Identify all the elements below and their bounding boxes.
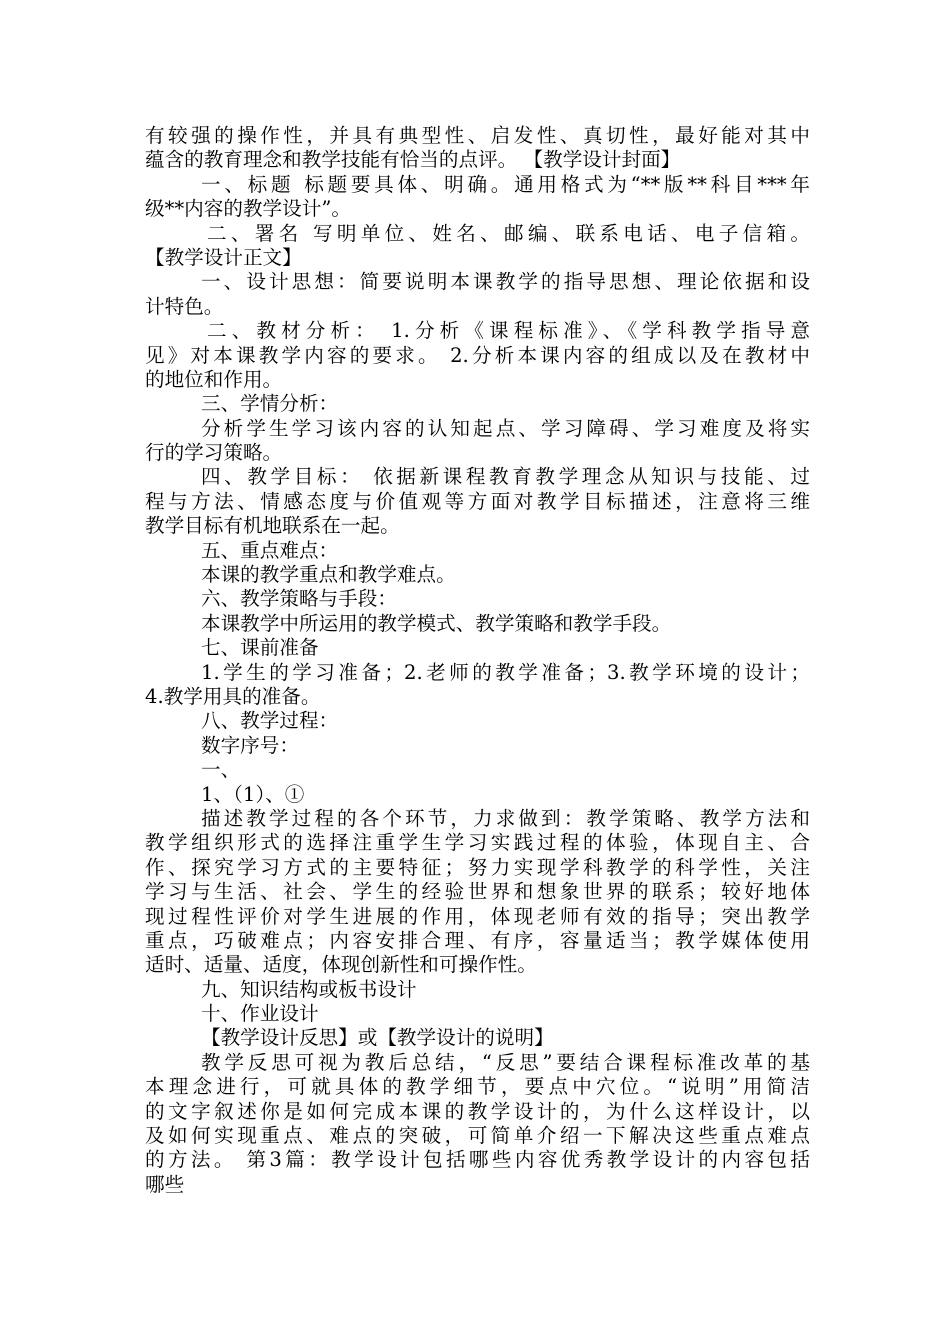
text-line: 八、教学过程： — [201, 709, 339, 733]
text-line: 重点，巧破难点；内容安排合理、有序，容量适当；教学媒体使用 — [145, 928, 810, 952]
text-line: 哪些 — [145, 1172, 185, 1196]
text-line: 程与方法、情感态度与价值观等方面对教学目标描述，注意将三维 — [145, 489, 810, 513]
text-line: 二、署名 写明单位、姓名、邮编、联系电话、电子信箱。 — [207, 221, 810, 245]
text-line: 现过程性评价对学生进展的作用，体现老师有效的指导；突出教学 — [145, 904, 810, 928]
text-line: 六、教学策略与手段： — [201, 587, 397, 611]
text-line: 教学目标有机地联系在一起。 — [145, 514, 400, 538]
text-line: 一、设计思想：简要说明本课教学的指导思想、理论依据和设 — [201, 270, 810, 294]
text-line: 二、教材分析： 1.分析《课程标准》、《学科教学指导意 — [207, 319, 810, 343]
text-line: 分析学生学习该内容的认知起点、学习障碍、学习难度及将实 — [201, 416, 810, 440]
text-line: 教学组织形式的选择注重学生学习实践过程的体验，体现自主、合 — [145, 831, 810, 855]
text-line: 一、标题 标题要具体、明确。通用格式为“**版**科目***年 — [201, 172, 810, 196]
text-line: 的方法。 第3篇：教学设计包括哪些内容优秀教学设计的内容包括 — [145, 1148, 810, 1172]
text-line: 九、知识结构或板书设计 — [201, 977, 417, 1001]
text-line: 级**内容的教学设计”。 — [145, 197, 351, 221]
document-body — [145, 124, 810, 1197]
text-line: 本理念进行，可就具体的教学细节，要点中穴位。“说明”用简洁 — [145, 1075, 810, 1099]
text-line: 行的学习策略。 — [145, 441, 283, 465]
text-line: 的地位和作用。 — [145, 367, 283, 391]
text-line: 【教学设计反思】或【教学设计的说明】 — [201, 1026, 554, 1050]
text-line: 学习与生活、社会、学生的经验世界和想象世界的联系；较好地体 — [145, 880, 810, 904]
text-line: 一、 — [201, 758, 241, 782]
text-line: 及如何实现重点、难点的突破，可简单介绍一下解决这些重点难点 — [145, 1124, 810, 1148]
text-line: 四、教学目标： 依据新课程教育教学理念从知识与技能、过 — [201, 465, 810, 489]
text-line: 十、作业设计 — [201, 1002, 319, 1026]
text-line: 教学反思可视为教后总结，“反思”要结合课程标准改革的基 — [201, 1050, 810, 1074]
text-line: 1、（1）、① — [201, 782, 305, 806]
text-line: 计特色。 — [145, 294, 224, 318]
text-line: 本课教学中所运用的教学模式、教学策略和教学手段。 — [201, 611, 672, 635]
text-line: 描述教学过程的各个环节，力求做到：教学策略、教学方法和 — [201, 806, 810, 830]
text-line: 蕴含的教育理念和教学技能有恰当的点评。 【教学设计封面】 — [145, 148, 681, 172]
text-line: 适时、适量、适度，体现创新性和可操作性。 — [145, 953, 537, 977]
text-line: 4.教学用具的准备。 — [145, 684, 321, 708]
text-line: 有较强的操作性，并具有典型性、启发性、真切性，最好能对其中 — [145, 124, 810, 147]
text-line: 1.学生的学习准备；2.老师的教学准备；3.教学环境的设计； — [201, 660, 810, 684]
text-line: 三、学情分析： — [201, 392, 339, 416]
text-line: 本课的教学重点和教学难点。 — [201, 563, 456, 587]
text-line: 见》对本课教学内容的要求。 2.分析本课内容的组成以及在教材中 — [145, 343, 810, 367]
text-line: 的文字叙述你是如何完成本课的教学设计的，为什么这样设计，以 — [145, 1099, 810, 1123]
text-line: 作、探究学习方式的主要特征；努力实现学科教学的科学性，关注 — [145, 855, 810, 879]
text-line: 数字序号： — [201, 733, 299, 757]
text-line: 五、重点难点： — [201, 538, 339, 562]
text-line: 七、课前准备 — [201, 636, 319, 660]
text-line: 【教学设计正文】 — [145, 245, 302, 269]
